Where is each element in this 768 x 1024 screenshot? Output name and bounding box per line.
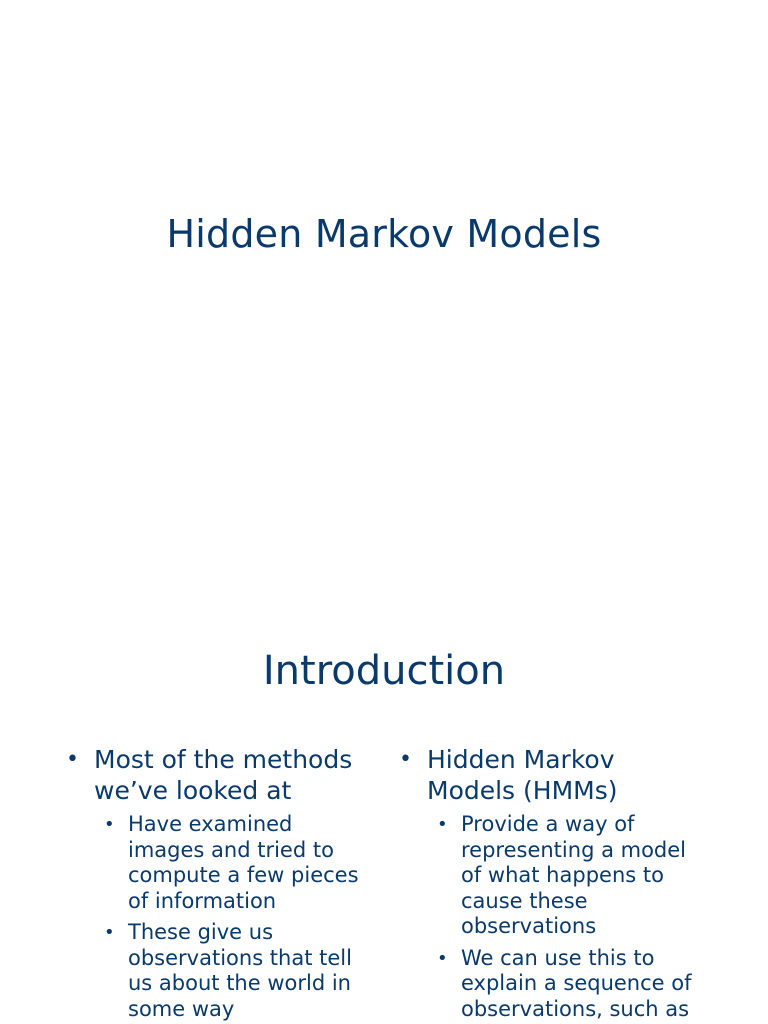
right-sub-bullet-1 [437, 812, 710, 940]
left-column [62, 744, 372, 1024]
slide-title-heading: Hidden Markov Models [166, 212, 602, 256]
right-column [395, 744, 710, 1024]
bullet-icon: • [437, 814, 448, 835]
right-sub-text-1: Provide a way of representing a model of what happens to cause these observations [461, 812, 687, 938]
right-main-text: Hidden Markov Models (HMMs) [427, 745, 618, 805]
right-sub-text-2: We can use this to explain a sequence of observations, such as [461, 945, 692, 1021]
right-sub-bullet-2 [437, 946, 710, 1023]
bullet-icon: • [437, 947, 448, 969]
bullet-icon: • [104, 814, 115, 835]
left-bullet-list [62, 744, 372, 1022]
slide-introduction [0, 606, 768, 1024]
right-bullet-list [395, 744, 710, 1022]
bullet-icon: • [66, 747, 79, 772]
left-sub-text-1: Have examined images and tried to compute a few pieces of information [128, 812, 359, 913]
right-sub-list [427, 812, 710, 1022]
left-sub-bullet-1 [104, 812, 372, 914]
left-main-bullet [62, 744, 372, 1022]
left-sub-bullet-2 [104, 920, 372, 1022]
left-sub-text-2: These give us observations that tell us about the world in some way [128, 920, 352, 1021]
bullet-icon: • [104, 922, 115, 943]
right-main-bullet [395, 744, 710, 1022]
introduction-heading: Introduction [262, 648, 506, 694]
left-main-text: Most of the methods we’ve looked at [94, 745, 353, 805]
left-sub-list [94, 812, 372, 1022]
bullet-icon: • [399, 747, 412, 772]
